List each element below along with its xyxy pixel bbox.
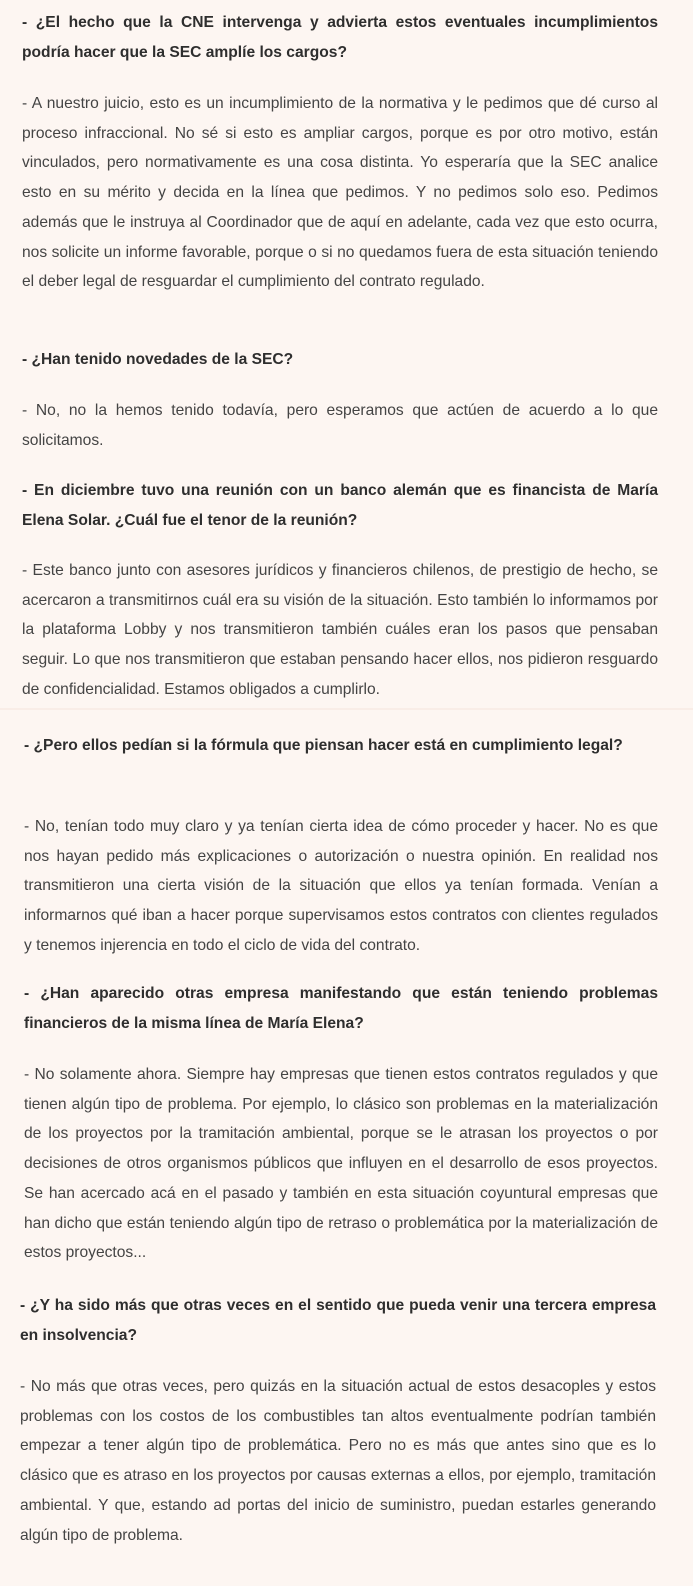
interview-question-1: - ¿El hecho que la CNE intervenga y advierta estos eventuales incumplimientos podría hacer que la SEC amplíe los cargos?: [22, 14, 658, 61]
article-section-bottom: [0, 710, 693, 1586]
interview-answer-2: - No, no la hemos tenido todavía, pero esperamos que actúen de acuerdo a lo que solicitamos.: [22, 402, 658, 449]
interview-question-4: - ¿Pero ellos pedían si la fórmula que piensan hacer está en cumplimiento legal?: [24, 737, 623, 754]
article-section-top: [0, 0, 693, 710]
interview-answer-1: - A nuestro juicio, esto es un incumplimiento de la normativa y le pedimos que dé curso al proceso infraccional. No sé si esto es ampliar cargos, porque es por otro motivo, están vinculados, pero normativamente es una cosa distinta. Yo esperaría que la SEC analice esto en su mérito y decida en la línea que pedimos. Y no pedimos solo eso. Pedimos además que le instruya al Coordinador que de aquí en adelante, cada vez que esto ocurra, nos solicite un informe favorable, porque o si no quedamos fuera de esta situación teniendo el deber legal de resguardar el cumplimiento del contrato regulado.: [22, 95, 658, 291]
interview-question-3: - En diciembre tuvo una reunión con un banco alemán que es financista de María Elena Solar. ¿Cuál fue el tenor de la reunión?: [22, 482, 658, 529]
interview-answer-5: - No solamente ahora. Siempre hay empresas que tienen estos contratos regulados y que tienen algún tipo de problema. Por ejemplo, lo clásico son problemas en la materialización de los proyectos por la tramitación ambiental, porque se le atrasan los proyectos o por decisiones de otros organismos públicos que influyen en el desarrollo de esos proyectos. Se han acercado acá en el pasado y también en esta situación coyuntural empresas que han dicho que están teniendo algún tipo de retraso o problemática por la materialización de estos proyectos...: [24, 1066, 658, 1262]
interview-question-2: - ¿Han tenido novedades de la SEC?: [22, 351, 294, 368]
interview-question-6: - ¿Y ha sido más que otras veces en el sentido que pueda venir una tercera empresa en insolvencia?: [20, 1297, 656, 1344]
interview-answer-6: - No más que otras veces, pero quizás en la situación actual de estos desacoples y estos problemas con los costos de los combustibles tan altos eventualmente podrían también empezar a tener algún tipo de problemática. Pero no es más que antes sino que es lo clásico que es atraso en los proyectos por causas externas a ellos, por ejemplo, tramitación ambiental. Y que, estando ad portas del inicio de suministro, puedan estarles generando algún tipo de problema.: [20, 1378, 656, 1544]
interview-answer-4: - No, tenían todo muy claro y ya tenían cierta idea de cómo proceder y hacer. No es que nos hayan pedido más explicaciones o autorización o nuestra opinión. En realidad nos transmitieron una cierta visión de la situación que ellos ya tenían formada. Venían a informarnos qué iban a hacer porque supervisamos estos contratos con clientes regulados y tenemos injerencia en todo el ciclo de vida del contrato.: [24, 818, 658, 954]
interview-question-5: - ¿Han aparecido otras empresa manifestando que están teniendo problemas financieros de la misma línea de María Elena?: [24, 985, 658, 1032]
interview-answer-3: - Este banco junto con asesores jurídicos y financieros chilenos, de prestigio de hecho, se acercaron a transmitirnos cuál era su visión de la situación. Esto también lo informamos por la plataforma Lobby y nos transmitieron también cuáles eran los pasos que pensaban seguir. Lo que nos transmitieron que estaban pensando hacer ellos, nos pidieron resguardo de confidencialidad. Estamos obligados a cumplirlo.: [22, 562, 658, 698]
